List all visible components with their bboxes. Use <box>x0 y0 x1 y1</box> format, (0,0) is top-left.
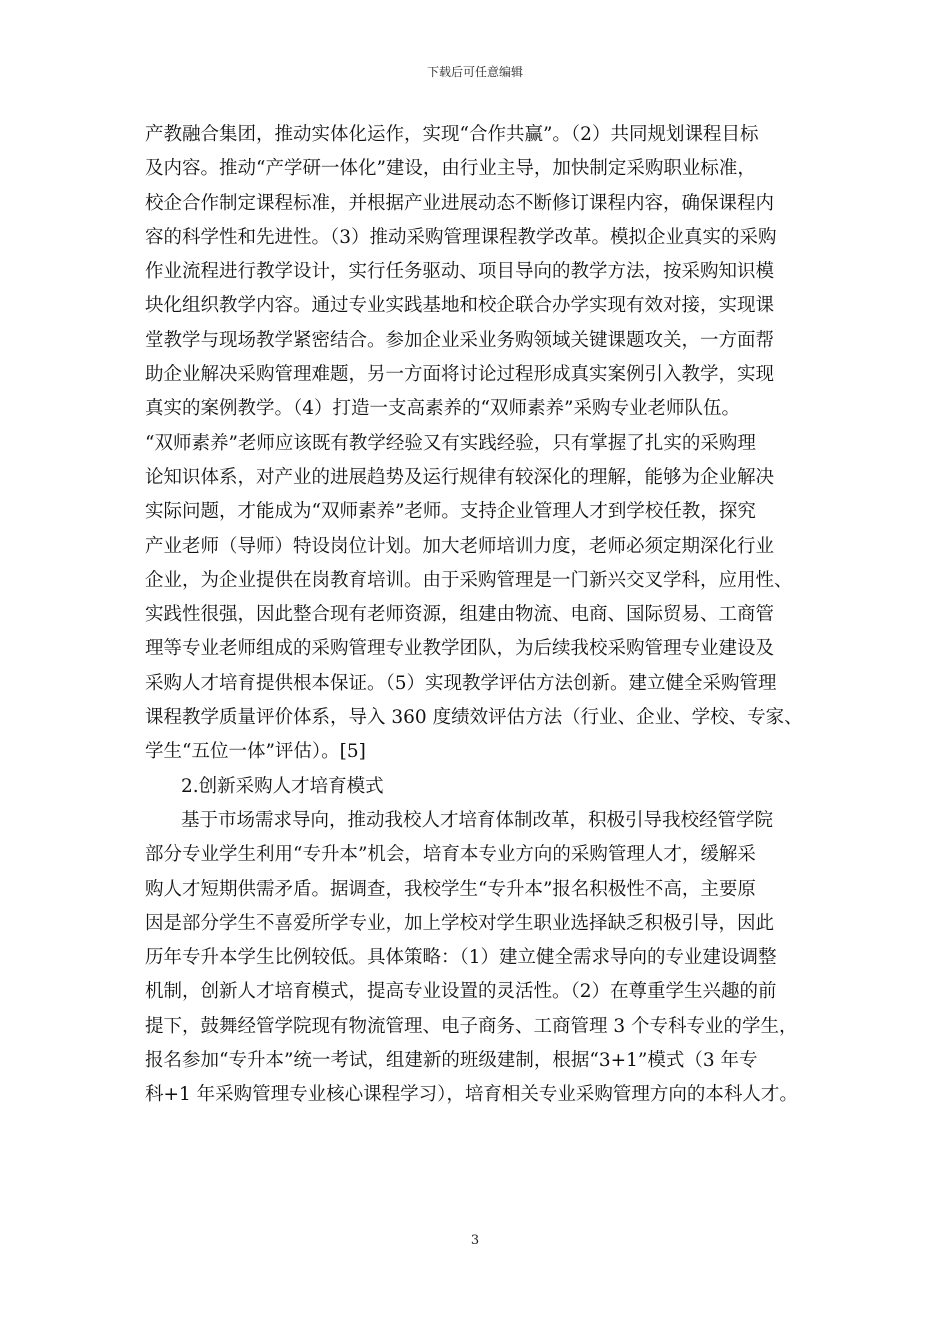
text-line: 真实的案例教学。（4）打造一支高素养的“双师素养”采购专业老师队伍。 <box>145 398 740 420</box>
text-line: 产业老师（导师）特设岗位计划。加大老师培训力度，老师必须定期深化行业 <box>145 535 775 557</box>
text-line: 机制，创新人才培育模式，提高专业设置的灵活性。（2）在尊重学生兴趣的前 <box>145 981 777 1003</box>
text-line: 块化组织教学内容。通过专业实践基地和校企联合办学实现有效对接，实现课 <box>145 295 775 317</box>
text-line: 课程教学质量评价体系，导入 360 度绩效评估方法（行业、企业、学校、专家、 <box>145 707 803 729</box>
text-line: 理等专业老师组成的采购管理专业教学团队，为后续我校采购管理专业建设及 <box>145 638 775 660</box>
text-line: 学生“五位一体”评估）。[5] <box>145 741 366 763</box>
text-line: 产教融合集团，推动实体化运作，实现“合作共赢”。（2）共同规划课程目标 <box>145 124 759 145</box>
text-line: 2.创新采购人才培育模式 <box>181 775 384 797</box>
text-line: 报名参加“专升本”统一考试，组建新的班级建制，根据“3+1”模式（3 年专 <box>145 1050 758 1072</box>
text-line: 助企业解决采购管理难题，另一方面将讨论过程形成真实案例引入教学，实现 <box>145 364 775 386</box>
text-line: 部分专业学生利用“专升本”机会，培育本专业方向的采购管理人才，缓解采 <box>145 844 756 866</box>
text-line: 校企合作制定课程标准，并根据产业进展动态不断修订课程内容，确保课程内 <box>145 192 775 214</box>
text-line: 实践性很强，因此整合现有老师资源，组建由物流、电商、国际贸易、工商管 <box>145 604 775 626</box>
text-line: 历年专升本学生比例较低。具体策略：（1）建立健全需求导向的专业建设调整 <box>145 947 777 969</box>
document-body <box>145 118 825 1113</box>
text-line: 因是部分学生不喜爱所学专业，加上学校对学生职业选择缺乏积极引导，因此 <box>145 912 775 934</box>
text-line: 作业流程进行教学设计，实行任务驱动、项目导向的教学方法，按采购知识模 <box>145 261 775 283</box>
text-line: 购人才短期供需矛盾。据调查，我校学生“专升本”报名积极性不高，主要原 <box>145 878 756 900</box>
page-header: 下载后可任意编辑 <box>426 65 523 79</box>
text-line: 企业，为企业提供在岗教育培训。由于采购管理是一门新兴交叉学科，应用性、 <box>145 569 793 591</box>
text-line: 实际问题，才能成为“双师素养”老师。支持企业管理人才到学校任教，探究 <box>145 501 756 523</box>
text-line: 论知识体系，对产业的进展趋势及运行规律有较深化的理解，能够为企业解决 <box>145 466 775 488</box>
text-line: “双师素养”老师应该既有教学经验又有实践经验，只有掌握了扎实的采购理 <box>145 432 756 454</box>
text-line: 提下，鼓舞经管学院现有物流管理、电子商务、工商管理 3 个专科专业的学生， <box>145 1015 798 1037</box>
text-line: 堂教学与现场教学紧密结合。参加企业采业务购领域关键课题攻关，一方面帮 <box>145 329 775 351</box>
text-line: 基于市场需求导向，推动我校人才培育体制改革，积极引导我校经管学院 <box>181 809 774 831</box>
text-line: 及内容。推动“产学研一体化”建设，由行业主导，加快制定采购职业标准， <box>145 158 756 180</box>
text-line: 容的科学性和先进性。（3）推动采购管理课程教学改革。模拟企业真实的采购 <box>145 226 777 248</box>
page-number: 3 <box>470 1233 480 1248</box>
text-line: 科+1 年采购管理专业核心课程学习），培育相关专业采购管理方向的本科人才。 <box>145 1084 798 1106</box>
text-line: 采购人才培育提供根本保证。（5）实现教学评估方法创新。建立健全采购管理 <box>145 672 777 694</box>
